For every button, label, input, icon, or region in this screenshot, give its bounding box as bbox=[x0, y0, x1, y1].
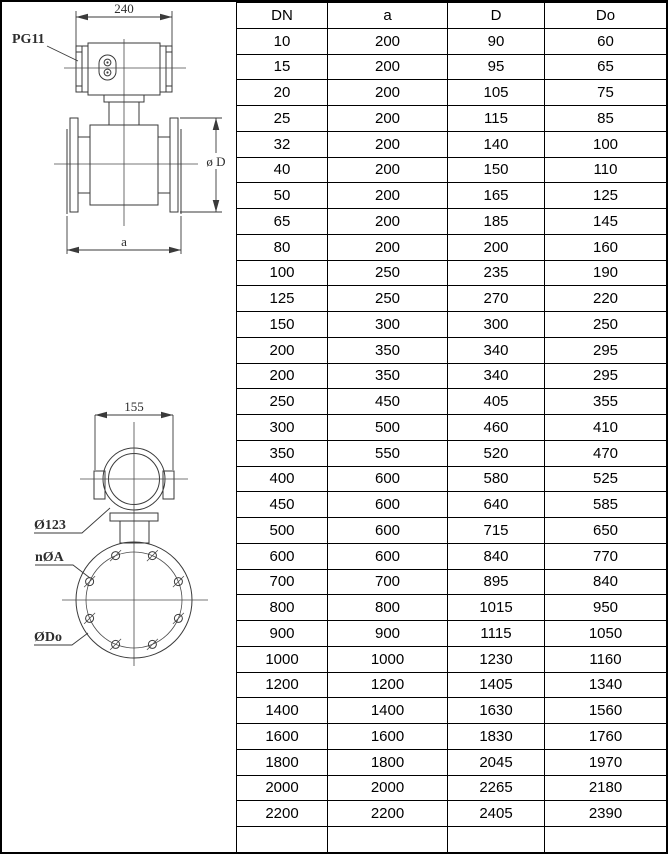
table-cell: 25 bbox=[237, 106, 328, 132]
table-cell: 1800 bbox=[328, 749, 448, 775]
table-cell: 650 bbox=[545, 518, 667, 544]
table-cell: 1050 bbox=[545, 621, 667, 647]
table-cell: 220 bbox=[545, 286, 667, 312]
table-cell: 1015 bbox=[448, 595, 545, 621]
table-row bbox=[237, 183, 667, 209]
table-cell: 1560 bbox=[545, 698, 667, 724]
table-cell: 10 bbox=[237, 28, 328, 54]
table-cell: 200 bbox=[328, 183, 448, 209]
table-cell: 1970 bbox=[545, 749, 667, 775]
table-cell: 1600 bbox=[328, 724, 448, 750]
table-cell: 295 bbox=[545, 337, 667, 363]
table-cell: 110 bbox=[545, 157, 667, 183]
table-cell: 250 bbox=[545, 312, 667, 338]
table-cell: 1405 bbox=[448, 672, 545, 698]
table-row bbox=[237, 466, 667, 492]
pg11-leader-line bbox=[47, 46, 78, 61]
table-cell: 1800 bbox=[237, 749, 328, 775]
table-cell: 190 bbox=[545, 260, 667, 286]
table-cell: 1115 bbox=[448, 621, 545, 647]
table-cell: 65 bbox=[545, 54, 667, 80]
table-cell: 900 bbox=[328, 621, 448, 647]
table-cell: 85 bbox=[545, 106, 667, 132]
table-cell: 640 bbox=[448, 492, 545, 518]
table-row bbox=[237, 775, 667, 801]
table-row bbox=[237, 801, 667, 827]
table-cell: 200 bbox=[237, 363, 328, 389]
cable-gland-label: PG11 bbox=[12, 32, 45, 47]
table-cell: 200 bbox=[328, 80, 448, 106]
table-cell: 270 bbox=[448, 286, 545, 312]
table-cell: 125 bbox=[545, 183, 667, 209]
table-cell: 200 bbox=[328, 54, 448, 80]
table-cell: 350 bbox=[328, 363, 448, 389]
table-cell: 460 bbox=[448, 415, 545, 441]
bolt-holes-label: nØA bbox=[35, 550, 64, 565]
column-header: Do bbox=[545, 3, 667, 29]
table-cell: 525 bbox=[545, 466, 667, 492]
table-row bbox=[237, 234, 667, 260]
table-cell: 145 bbox=[545, 209, 667, 235]
table-cell: 1000 bbox=[237, 646, 328, 672]
table-cell: 250 bbox=[328, 286, 448, 312]
table-cell: 1630 bbox=[448, 698, 545, 724]
nda-leader-line bbox=[35, 565, 90, 578]
table-cell: 340 bbox=[448, 363, 545, 389]
table-cell: 140 bbox=[448, 131, 545, 157]
table-cell: 150 bbox=[237, 312, 328, 338]
column-header: a bbox=[328, 3, 448, 29]
table-cell bbox=[448, 827, 545, 853]
table-panel bbox=[236, 2, 667, 852]
column-header: D bbox=[448, 3, 545, 29]
table-cell: 200 bbox=[328, 209, 448, 235]
table-cell: 20 bbox=[237, 80, 328, 106]
table-cell: 200 bbox=[237, 337, 328, 363]
table-cell: 1230 bbox=[448, 646, 545, 672]
table-row bbox=[237, 827, 667, 853]
right-flange bbox=[170, 118, 178, 212]
table-cell: 500 bbox=[328, 415, 448, 441]
table-cell: 1000 bbox=[328, 646, 448, 672]
table-cell: 585 bbox=[545, 492, 667, 518]
table-cell: 250 bbox=[328, 260, 448, 286]
table-cell: 200 bbox=[328, 131, 448, 157]
table-cell: 100 bbox=[545, 131, 667, 157]
table-cell bbox=[328, 827, 448, 853]
table-cell: 105 bbox=[448, 80, 545, 106]
table-cell: 700 bbox=[328, 569, 448, 595]
table-cell: 1830 bbox=[448, 724, 545, 750]
table-cell: 300 bbox=[328, 312, 448, 338]
table-cell: 60 bbox=[545, 28, 667, 54]
table-cell: 2390 bbox=[545, 801, 667, 827]
table-row bbox=[237, 80, 667, 106]
table-cell: 895 bbox=[448, 569, 545, 595]
table-cell: 350 bbox=[237, 440, 328, 466]
table-cell: 1760 bbox=[545, 724, 667, 750]
table-row bbox=[237, 518, 667, 544]
table-cell: 200 bbox=[328, 28, 448, 54]
table-cell: 400 bbox=[237, 466, 328, 492]
table-row bbox=[237, 54, 667, 80]
table-cell: 715 bbox=[448, 518, 545, 544]
front-view-drawing bbox=[34, 399, 208, 666]
table-cell bbox=[545, 827, 667, 853]
table-cell: 1160 bbox=[545, 646, 667, 672]
table-row bbox=[237, 260, 667, 286]
table-cell: 600 bbox=[328, 492, 448, 518]
table-row bbox=[237, 28, 667, 54]
table-cell: 200 bbox=[328, 157, 448, 183]
table-cell: 355 bbox=[545, 389, 667, 415]
table-cell: 160 bbox=[545, 234, 667, 260]
table-row bbox=[237, 646, 667, 672]
table-cell: 700 bbox=[237, 569, 328, 595]
dim-155-label: 155 bbox=[124, 399, 144, 414]
table-cell: 115 bbox=[448, 106, 545, 132]
table-row bbox=[237, 492, 667, 518]
table-cell: 75 bbox=[545, 80, 667, 106]
table-cell: 600 bbox=[328, 466, 448, 492]
dim-a-label: a bbox=[121, 234, 127, 249]
table-cell: 580 bbox=[448, 466, 545, 492]
table-cell: 520 bbox=[448, 440, 545, 466]
table-cell: 2200 bbox=[237, 801, 328, 827]
table-cell: 450 bbox=[328, 389, 448, 415]
table-cell: 840 bbox=[545, 569, 667, 595]
table-row bbox=[237, 698, 667, 724]
table-cell: 600 bbox=[328, 543, 448, 569]
table-cell: 340 bbox=[448, 337, 545, 363]
table-cell: 15 bbox=[237, 54, 328, 80]
header-row bbox=[237, 3, 667, 29]
table-row bbox=[237, 337, 667, 363]
table-row bbox=[237, 157, 667, 183]
table-cell: 200 bbox=[328, 234, 448, 260]
table-cell: 900 bbox=[237, 621, 328, 647]
table-cell: 165 bbox=[448, 183, 545, 209]
table-cell: 2000 bbox=[237, 775, 328, 801]
table-row bbox=[237, 389, 667, 415]
table-cell: 100 bbox=[237, 260, 328, 286]
left-flange bbox=[70, 118, 78, 212]
table-row bbox=[237, 131, 667, 157]
table-cell: 50 bbox=[237, 183, 328, 209]
table-cell: 2180 bbox=[545, 775, 667, 801]
side-view-drawing bbox=[12, 2, 231, 254]
table-cell: 600 bbox=[237, 543, 328, 569]
table-cell: 770 bbox=[545, 543, 667, 569]
table-row bbox=[237, 312, 667, 338]
column-header: DN bbox=[237, 3, 328, 29]
table-row bbox=[237, 286, 667, 312]
table-cell: 95 bbox=[448, 54, 545, 80]
table-cell: 2200 bbox=[328, 801, 448, 827]
table-cell: 600 bbox=[328, 518, 448, 544]
flowmeter-technical-drawing bbox=[2, 2, 236, 852]
table-cell: 2045 bbox=[448, 749, 545, 775]
table-cell: 90 bbox=[448, 28, 545, 54]
dim-240-label: 240 bbox=[114, 2, 134, 16]
table-cell: 65 bbox=[237, 209, 328, 235]
table-row bbox=[237, 569, 667, 595]
table-cell: 40 bbox=[237, 157, 328, 183]
table-cell: 410 bbox=[545, 415, 667, 441]
table-cell: 840 bbox=[448, 543, 545, 569]
table-cell: 32 bbox=[237, 131, 328, 157]
table-cell: 800 bbox=[237, 595, 328, 621]
table-cell: 80 bbox=[237, 234, 328, 260]
table-row bbox=[237, 106, 667, 132]
table-cell: 2405 bbox=[448, 801, 545, 827]
table-cell: 1340 bbox=[545, 672, 667, 698]
table-cell: 950 bbox=[545, 595, 667, 621]
table-cell: 1200 bbox=[328, 672, 448, 698]
table-cell: 185 bbox=[448, 209, 545, 235]
table-cell: 450 bbox=[237, 492, 328, 518]
table-cell: 295 bbox=[545, 363, 667, 389]
table-cell: 250 bbox=[237, 389, 328, 415]
table-row bbox=[237, 672, 667, 698]
dimension-table bbox=[236, 2, 667, 853]
table-cell: 470 bbox=[545, 440, 667, 466]
table-row bbox=[237, 724, 667, 750]
table-cell: 1400 bbox=[328, 698, 448, 724]
table-cell: 350 bbox=[328, 337, 448, 363]
table-cell: 1200 bbox=[237, 672, 328, 698]
table-cell: 500 bbox=[237, 518, 328, 544]
table-cell: 200 bbox=[328, 106, 448, 132]
table-cell: 550 bbox=[328, 440, 448, 466]
table-cell: 235 bbox=[448, 260, 545, 286]
table-cell: 1600 bbox=[237, 724, 328, 750]
table-row bbox=[237, 543, 667, 569]
table-cell bbox=[237, 827, 328, 853]
table-cell: 1400 bbox=[237, 698, 328, 724]
table-cell: 150 bbox=[448, 157, 545, 183]
table-cell: 2000 bbox=[328, 775, 448, 801]
table-row bbox=[237, 749, 667, 775]
table-row bbox=[237, 440, 667, 466]
outer-diameter-label: ØDo bbox=[34, 630, 62, 645]
drawing-panel bbox=[2, 2, 236, 852]
table-cell: 125 bbox=[237, 286, 328, 312]
table-cell: 300 bbox=[448, 312, 545, 338]
table-cell: 200 bbox=[448, 234, 545, 260]
table-cell: 800 bbox=[328, 595, 448, 621]
table-cell: 405 bbox=[448, 389, 545, 415]
table-cell: 300 bbox=[237, 415, 328, 441]
table-row bbox=[237, 363, 667, 389]
dim-d-label: ø D bbox=[206, 154, 226, 169]
neck-diameter-label: Ø123 bbox=[34, 518, 66, 533]
table-row bbox=[237, 621, 667, 647]
table-cell: 2265 bbox=[448, 775, 545, 801]
table-row bbox=[237, 415, 667, 441]
table-row bbox=[237, 209, 667, 235]
table-row bbox=[237, 595, 667, 621]
